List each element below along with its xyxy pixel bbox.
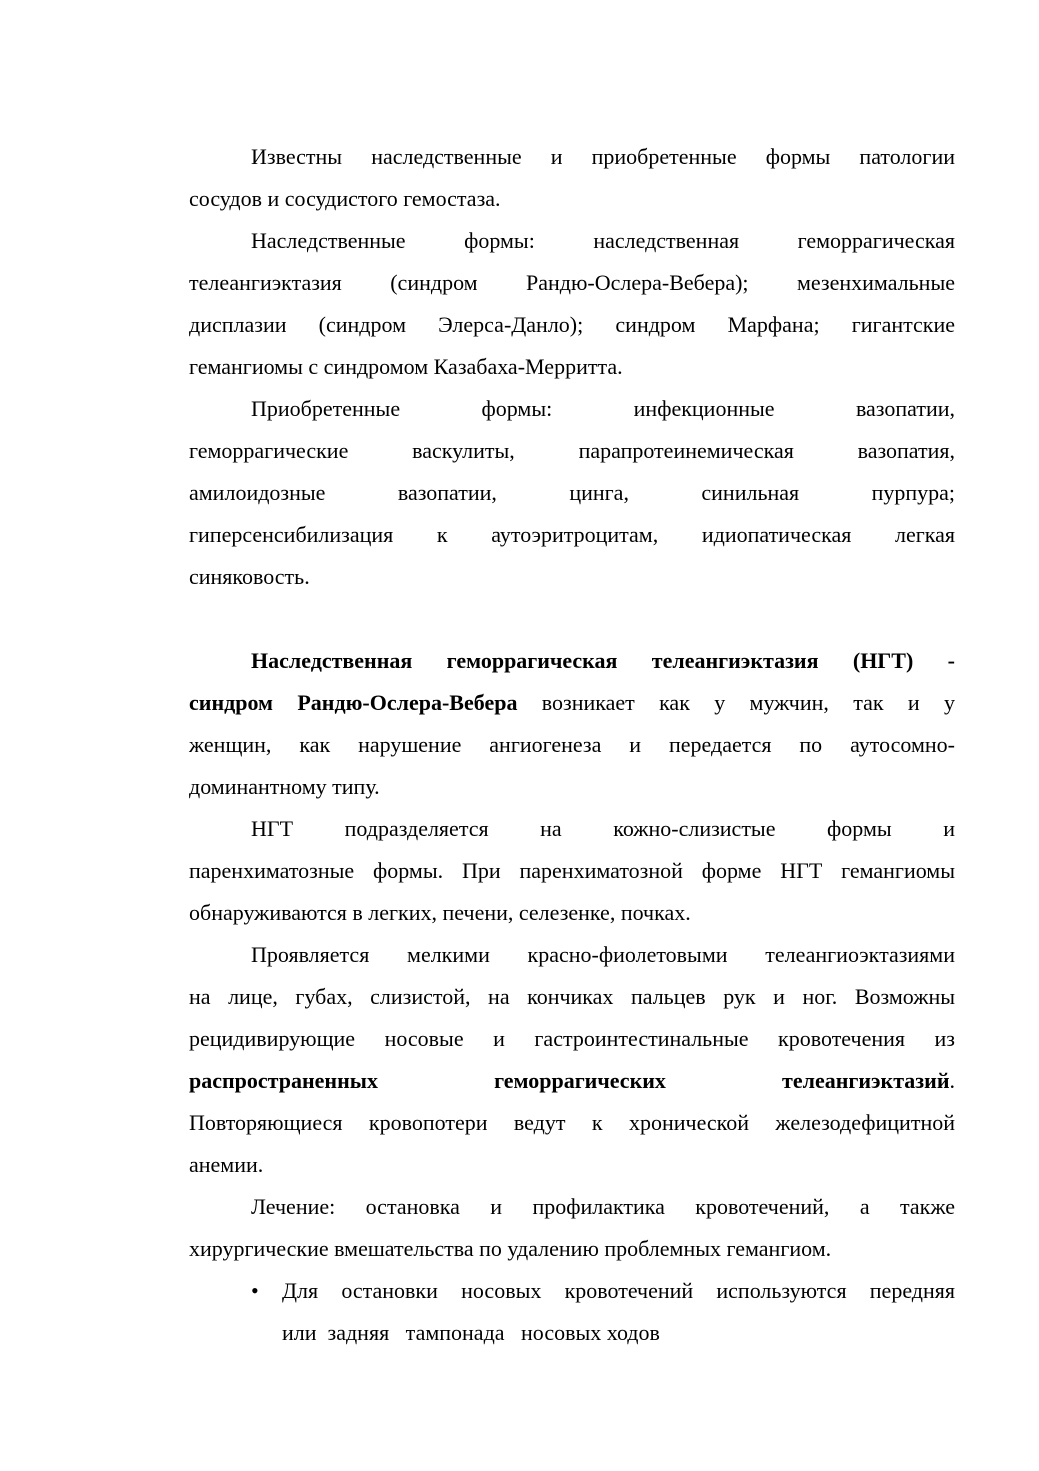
text-line: анемии. <box>189 1152 264 1177</box>
text-line: Лечение: остановка и профилактика кровотечений, а также <box>251 1194 955 1219</box>
document-page <box>189 136 955 1354</box>
bold-term: синдром Рандю-Ослера-Вебера <box>189 690 518 715</box>
paragraph-hht-manifestations <box>189 934 955 1186</box>
paragraph-acquired-forms <box>189 388 955 598</box>
text-line: обнаруживаются в легких, печени, селезенке, почках. <box>189 900 691 925</box>
text-line: доминантному типу. <box>189 774 380 799</box>
text-line: женщин, как нарушение ангиогенеза и передается по аутосомно- <box>189 732 955 757</box>
text-line: Наследственные формы: наследственная геморрагическая <box>251 228 955 253</box>
text-line: на лице, губах, слизистой, на кончиках пальцев рук и ног. Возможны <box>189 984 955 1009</box>
paragraph-hht-subtypes <box>189 808 955 934</box>
paragraph-forms-intro <box>189 136 955 220</box>
text-line: амилоидозные вазопатии, цинга, синильная пурпура; <box>189 480 955 505</box>
paragraph-hereditary-forms <box>189 220 955 388</box>
text-line-bold: Наследственная геморрагическая телеангиэктазия (НГТ) - <box>251 648 955 673</box>
text-line: дисплазии (синдром Элерса-Данло); синдром Марфана; гигантские <box>189 312 955 337</box>
text-line: хирургические вмешательства по удалению проблемных гемангиом. <box>189 1236 832 1261</box>
text-line: рецидивирующие носовые и гастроинтестинальные кровотечения из <box>189 1026 955 1051</box>
text-line: Приобретенные формы: инфекционные вазопатии, <box>251 396 955 421</box>
paragraph-treatment <box>189 1186 955 1270</box>
text-line: телеангиэктазия (синдром Рандю-Ослера-Вебера); мезенхимальные <box>189 270 955 295</box>
text-line: Известны наследственные и приобретенные формы патологии <box>251 144 955 169</box>
text-line: геморрагические васкулиты, парапротеинемическая вазопатия, <box>189 438 955 463</box>
text-line: Повторяющиеся кровопотери ведут к хронической железодефицитной <box>189 1110 955 1135</box>
paragraph-hht-definition <box>189 640 955 808</box>
text-line: или задняя тампонада носовых ходов <box>282 1320 660 1345</box>
spacer <box>189 598 955 640</box>
text-line: Проявляется мелкими красно-фиолетовыми телеангиоэктазиями <box>251 942 955 967</box>
text-line: Для остановки носовых кровотечений используются передняя <box>282 1278 955 1303</box>
text-line: паренхиматозные формы. При паренхиматозной форме НГТ гемангиомы <box>189 858 955 883</box>
text-line <box>189 682 955 724</box>
text-line: гиперсенсибилизация к аутоэритроцитам, идиопатическая легкая <box>189 522 955 547</box>
bullet-list-item <box>189 1270 955 1354</box>
text-line: гемангиомы с синдромом Казабаха-Мерритта. <box>189 354 623 379</box>
text-line: НГТ подразделяется на кожно-слизистые формы и <box>251 816 955 841</box>
text-line <box>189 1060 955 1102</box>
text-line: сосудов и сосудистого гемостаза. <box>189 186 501 211</box>
bullet-icon: • <box>251 1278 259 1303</box>
bold-term: распространенных геморрагических телеангиэктазий <box>189 1068 950 1093</box>
text-line: синяковость. <box>189 564 310 589</box>
text-run: возникает как у мужчин, так и у <box>517 690 955 715</box>
text-run: . <box>949 1068 955 1093</box>
